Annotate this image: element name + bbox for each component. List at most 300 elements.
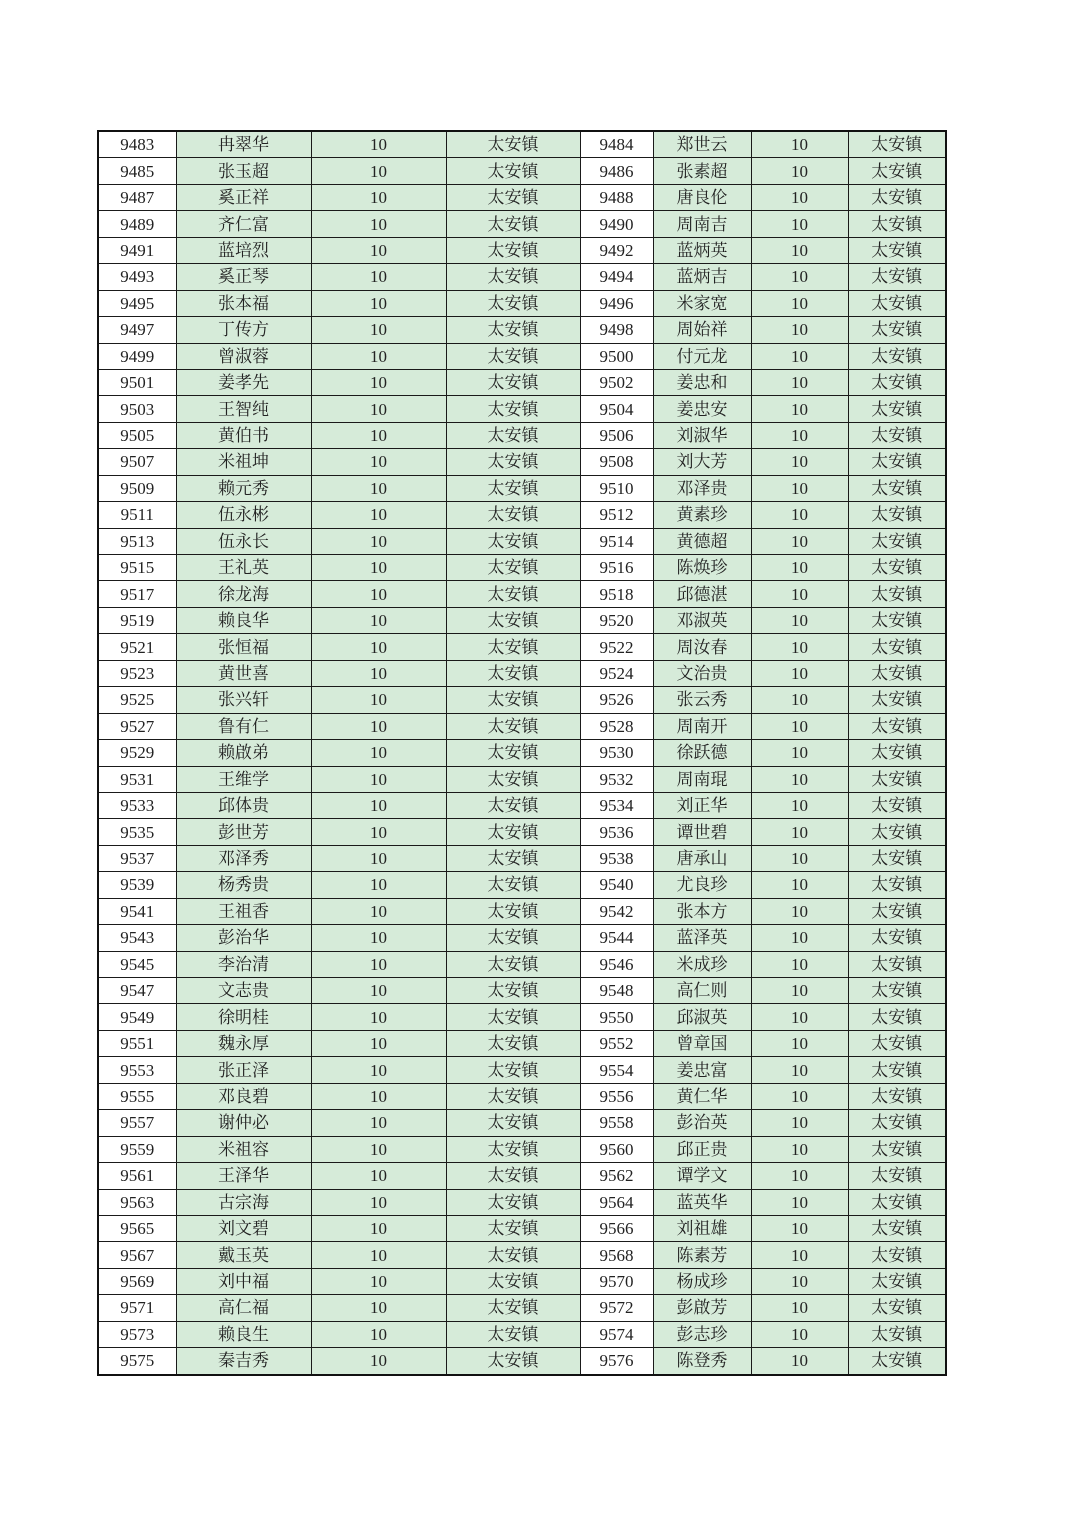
left-name-cell: 冉翠华 bbox=[176, 131, 311, 158]
left-score-cell: 10 bbox=[311, 1295, 446, 1321]
left-id-cell: 9537 bbox=[98, 845, 176, 871]
left-town-cell: 太安镇 bbox=[446, 237, 580, 263]
left-name-cell: 王礼英 bbox=[176, 555, 311, 581]
left-town-cell: 太安镇 bbox=[446, 528, 580, 554]
left-id-cell: 9523 bbox=[98, 660, 176, 686]
right-score-cell: 10 bbox=[751, 766, 848, 792]
left-name-cell: 王祖香 bbox=[176, 898, 311, 924]
table-row bbox=[98, 819, 946, 845]
left-name-cell: 魏永厚 bbox=[176, 1030, 311, 1056]
left-id-cell: 9535 bbox=[98, 819, 176, 845]
right-town-cell: 太安镇 bbox=[848, 1057, 946, 1083]
right-town-cell: 太安镇 bbox=[848, 660, 946, 686]
right-name-cell: 米家宽 bbox=[653, 290, 751, 316]
right-name-cell: 唐承山 bbox=[653, 845, 751, 871]
left-score-cell: 10 bbox=[311, 528, 446, 554]
left-name-cell: 鲁有仁 bbox=[176, 713, 311, 739]
left-id-cell: 9575 bbox=[98, 1348, 176, 1375]
right-name-cell: 徐跃德 bbox=[653, 740, 751, 766]
left-id-cell: 9489 bbox=[98, 211, 176, 237]
right-score-cell: 10 bbox=[751, 607, 848, 633]
right-score-cell: 10 bbox=[751, 237, 848, 263]
right-name-cell: 彭治英 bbox=[653, 1110, 751, 1136]
left-score-cell: 10 bbox=[311, 1242, 446, 1268]
right-town-cell: 太安镇 bbox=[848, 872, 946, 898]
table-row bbox=[98, 211, 946, 237]
left-id-cell: 9497 bbox=[98, 317, 176, 343]
left-id-cell: 9487 bbox=[98, 184, 176, 210]
table-row bbox=[98, 1268, 946, 1294]
right-id-cell: 9530 bbox=[580, 740, 653, 766]
left-score-cell: 10 bbox=[311, 422, 446, 448]
left-score-cell: 10 bbox=[311, 343, 446, 369]
right-id-cell: 9560 bbox=[580, 1136, 653, 1162]
right-name-cell: 黄德超 bbox=[653, 528, 751, 554]
left-town-cell: 太安镇 bbox=[446, 713, 580, 739]
right-name-cell: 刘正华 bbox=[653, 792, 751, 818]
left-score-cell: 10 bbox=[311, 766, 446, 792]
right-town-cell: 太安镇 bbox=[848, 687, 946, 713]
right-score-cell: 10 bbox=[751, 264, 848, 290]
right-name-cell: 陈素芳 bbox=[653, 1242, 751, 1268]
right-name-cell: 蓝英华 bbox=[653, 1189, 751, 1215]
right-id-cell: 9524 bbox=[580, 660, 653, 686]
left-name-cell: 王智纯 bbox=[176, 396, 311, 422]
right-name-cell: 张素超 bbox=[653, 158, 751, 184]
right-town-cell: 太安镇 bbox=[848, 925, 946, 951]
right-name-cell: 谭学文 bbox=[653, 1163, 751, 1189]
left-score-cell: 10 bbox=[311, 1215, 446, 1241]
left-town-cell: 太安镇 bbox=[446, 264, 580, 290]
left-name-cell: 奚正琴 bbox=[176, 264, 311, 290]
table-row bbox=[98, 740, 946, 766]
left-town-cell: 太安镇 bbox=[446, 1083, 580, 1109]
right-town-cell: 太安镇 bbox=[848, 1268, 946, 1294]
right-name-cell: 蓝炳英 bbox=[653, 237, 751, 263]
right-score-cell: 10 bbox=[751, 1215, 848, 1241]
left-town-cell: 太安镇 bbox=[446, 1268, 580, 1294]
right-town-cell: 太安镇 bbox=[848, 369, 946, 395]
right-name-cell: 陈焕珍 bbox=[653, 555, 751, 581]
right-name-cell: 彭志珍 bbox=[653, 1321, 751, 1347]
left-town-cell: 太安镇 bbox=[446, 1242, 580, 1268]
left-id-cell: 9567 bbox=[98, 1242, 176, 1268]
left-town-cell: 太安镇 bbox=[446, 290, 580, 316]
right-score-cell: 10 bbox=[751, 184, 848, 210]
left-score-cell: 10 bbox=[311, 740, 446, 766]
right-id-cell: 9534 bbox=[580, 792, 653, 818]
left-town-cell: 太安镇 bbox=[446, 1163, 580, 1189]
right-id-cell: 9490 bbox=[580, 211, 653, 237]
right-name-cell: 黄素珍 bbox=[653, 502, 751, 528]
right-town-cell: 太安镇 bbox=[848, 713, 946, 739]
left-name-cell: 张玉超 bbox=[176, 158, 311, 184]
right-town-cell: 太安镇 bbox=[848, 845, 946, 871]
right-name-cell: 姜忠富 bbox=[653, 1057, 751, 1083]
table-row bbox=[98, 978, 946, 1004]
left-id-cell: 9561 bbox=[98, 1163, 176, 1189]
left-name-cell: 奚正祥 bbox=[176, 184, 311, 210]
left-id-cell: 9521 bbox=[98, 634, 176, 660]
left-town-cell: 太安镇 bbox=[446, 502, 580, 528]
left-score-cell: 10 bbox=[311, 792, 446, 818]
right-score-cell: 10 bbox=[751, 581, 848, 607]
left-name-cell: 邓良碧 bbox=[176, 1083, 311, 1109]
right-id-cell: 9510 bbox=[580, 475, 653, 501]
left-name-cell: 米祖容 bbox=[176, 1136, 311, 1162]
right-score-cell: 10 bbox=[751, 502, 848, 528]
right-town-cell: 太安镇 bbox=[848, 343, 946, 369]
table-row bbox=[98, 1189, 946, 1215]
table-row bbox=[98, 1348, 946, 1375]
table-row bbox=[98, 131, 946, 158]
left-name-cell: 彭治华 bbox=[176, 925, 311, 951]
right-town-cell: 太安镇 bbox=[848, 607, 946, 633]
table-row bbox=[98, 1321, 946, 1347]
table-row bbox=[98, 1136, 946, 1162]
right-name-cell: 黄仁华 bbox=[653, 1083, 751, 1109]
right-id-cell: 9528 bbox=[580, 713, 653, 739]
right-name-cell: 邱正贵 bbox=[653, 1136, 751, 1162]
right-name-cell: 米成珍 bbox=[653, 951, 751, 977]
left-id-cell: 9515 bbox=[98, 555, 176, 581]
right-town-cell: 太安镇 bbox=[848, 502, 946, 528]
right-town-cell: 太安镇 bbox=[848, 264, 946, 290]
left-name-cell: 张本福 bbox=[176, 290, 311, 316]
left-score-cell: 10 bbox=[311, 158, 446, 184]
left-name-cell: 赖啟弟 bbox=[176, 740, 311, 766]
table-row bbox=[98, 713, 946, 739]
right-name-cell: 邱淑英 bbox=[653, 1004, 751, 1030]
left-score-cell: 10 bbox=[311, 1136, 446, 1162]
left-name-cell: 古宗海 bbox=[176, 1189, 311, 1215]
left-id-cell: 9499 bbox=[98, 343, 176, 369]
left-town-cell: 太安镇 bbox=[446, 343, 580, 369]
left-town-cell: 太安镇 bbox=[446, 475, 580, 501]
left-town-cell: 太安镇 bbox=[446, 925, 580, 951]
right-id-cell: 9526 bbox=[580, 687, 653, 713]
right-name-cell: 刘祖雄 bbox=[653, 1215, 751, 1241]
right-town-cell: 太安镇 bbox=[848, 317, 946, 343]
table-row bbox=[98, 555, 946, 581]
left-name-cell: 文志贵 bbox=[176, 978, 311, 1004]
left-town-cell: 太安镇 bbox=[446, 845, 580, 871]
right-name-cell: 唐良伦 bbox=[653, 184, 751, 210]
left-town-cell: 太安镇 bbox=[446, 687, 580, 713]
left-id-cell: 9559 bbox=[98, 1136, 176, 1162]
right-id-cell: 9540 bbox=[580, 872, 653, 898]
table-row bbox=[98, 237, 946, 263]
right-name-cell: 郑世云 bbox=[653, 131, 751, 158]
table-row bbox=[98, 634, 946, 660]
left-id-cell: 9511 bbox=[98, 502, 176, 528]
right-score-cell: 10 bbox=[751, 925, 848, 951]
table-row bbox=[98, 898, 946, 924]
table-row bbox=[98, 184, 946, 210]
right-id-cell: 9570 bbox=[580, 1268, 653, 1294]
right-id-cell: 9544 bbox=[580, 925, 653, 951]
left-town-cell: 太安镇 bbox=[446, 184, 580, 210]
right-name-cell: 邓淑英 bbox=[653, 607, 751, 633]
left-name-cell: 杨秀贵 bbox=[176, 872, 311, 898]
left-score-cell: 10 bbox=[311, 184, 446, 210]
right-town-cell: 太安镇 bbox=[848, 740, 946, 766]
left-score-cell: 10 bbox=[311, 872, 446, 898]
table-row bbox=[98, 528, 946, 554]
right-id-cell: 9484 bbox=[580, 131, 653, 158]
table-row bbox=[98, 264, 946, 290]
left-id-cell: 9527 bbox=[98, 713, 176, 739]
left-town-cell: 太安镇 bbox=[446, 660, 580, 686]
right-town-cell: 太安镇 bbox=[848, 1030, 946, 1056]
right-town-cell: 太安镇 bbox=[848, 819, 946, 845]
left-name-cell: 徐龙海 bbox=[176, 581, 311, 607]
right-score-cell: 10 bbox=[751, 1321, 848, 1347]
left-town-cell: 太安镇 bbox=[446, 819, 580, 845]
right-id-cell: 9488 bbox=[580, 184, 653, 210]
left-name-cell: 蓝培烈 bbox=[176, 237, 311, 263]
left-town-cell: 太安镇 bbox=[446, 1295, 580, 1321]
right-town-cell: 太安镇 bbox=[848, 184, 946, 210]
right-id-cell: 9532 bbox=[580, 766, 653, 792]
left-score-cell: 10 bbox=[311, 1030, 446, 1056]
left-name-cell: 赖元秀 bbox=[176, 475, 311, 501]
right-score-cell: 10 bbox=[751, 1083, 848, 1109]
left-name-cell: 邱体贵 bbox=[176, 792, 311, 818]
left-id-cell: 9525 bbox=[98, 687, 176, 713]
left-score-cell: 10 bbox=[311, 660, 446, 686]
left-name-cell: 张正泽 bbox=[176, 1057, 311, 1083]
left-town-cell: 太安镇 bbox=[446, 369, 580, 395]
right-name-cell: 邱德湛 bbox=[653, 581, 751, 607]
left-id-cell: 9543 bbox=[98, 925, 176, 951]
right-score-cell: 10 bbox=[751, 898, 848, 924]
left-town-cell: 太安镇 bbox=[446, 978, 580, 1004]
table-row bbox=[98, 951, 946, 977]
left-name-cell: 张恒福 bbox=[176, 634, 311, 660]
left-town-cell: 太安镇 bbox=[446, 1004, 580, 1030]
right-score-cell: 10 bbox=[751, 369, 848, 395]
left-id-cell: 9501 bbox=[98, 369, 176, 395]
left-id-cell: 9549 bbox=[98, 1004, 176, 1030]
right-id-cell: 9538 bbox=[580, 845, 653, 871]
table-row bbox=[98, 369, 946, 395]
right-score-cell: 10 bbox=[751, 740, 848, 766]
right-score-cell: 10 bbox=[751, 1295, 848, 1321]
left-name-cell: 张兴轩 bbox=[176, 687, 311, 713]
table-row bbox=[98, 845, 946, 871]
left-town-cell: 太安镇 bbox=[446, 1321, 580, 1347]
left-town-cell: 太安镇 bbox=[446, 951, 580, 977]
right-name-cell: 周南开 bbox=[653, 713, 751, 739]
left-town-cell: 太安镇 bbox=[446, 317, 580, 343]
right-id-cell: 9566 bbox=[580, 1215, 653, 1241]
left-id-cell: 9531 bbox=[98, 766, 176, 792]
left-score-cell: 10 bbox=[311, 290, 446, 316]
right-score-cell: 10 bbox=[751, 634, 848, 660]
right-id-cell: 9574 bbox=[580, 1321, 653, 1347]
table-row bbox=[98, 925, 946, 951]
left-id-cell: 9507 bbox=[98, 449, 176, 475]
table-row bbox=[98, 1110, 946, 1136]
table-row bbox=[98, 343, 946, 369]
right-id-cell: 9548 bbox=[580, 978, 653, 1004]
right-town-cell: 太安镇 bbox=[848, 237, 946, 263]
table-row bbox=[98, 1030, 946, 1056]
left-score-cell: 10 bbox=[311, 369, 446, 395]
left-id-cell: 9569 bbox=[98, 1268, 176, 1294]
left-score-cell: 10 bbox=[311, 713, 446, 739]
left-score-cell: 10 bbox=[311, 475, 446, 501]
right-score-cell: 10 bbox=[751, 792, 848, 818]
right-id-cell: 9512 bbox=[580, 502, 653, 528]
left-score-cell: 10 bbox=[311, 1163, 446, 1189]
left-name-cell: 秦吉秀 bbox=[176, 1348, 311, 1375]
left-score-cell: 10 bbox=[311, 1110, 446, 1136]
right-id-cell: 9542 bbox=[580, 898, 653, 924]
left-id-cell: 9571 bbox=[98, 1295, 176, 1321]
left-town-cell: 太安镇 bbox=[446, 740, 580, 766]
table-row bbox=[98, 1242, 946, 1268]
table-row bbox=[98, 1004, 946, 1030]
right-score-cell: 10 bbox=[751, 978, 848, 1004]
left-town-cell: 太安镇 bbox=[446, 792, 580, 818]
right-score-cell: 10 bbox=[751, 713, 848, 739]
right-name-cell: 彭啟芳 bbox=[653, 1295, 751, 1321]
left-id-cell: 9573 bbox=[98, 1321, 176, 1347]
left-id-cell: 9485 bbox=[98, 158, 176, 184]
right-name-cell: 高仁则 bbox=[653, 978, 751, 1004]
right-score-cell: 10 bbox=[751, 449, 848, 475]
right-town-cell: 太安镇 bbox=[848, 1110, 946, 1136]
left-town-cell: 太安镇 bbox=[446, 131, 580, 158]
right-town-cell: 太安镇 bbox=[848, 1321, 946, 1347]
left-id-cell: 9541 bbox=[98, 898, 176, 924]
right-score-cell: 10 bbox=[751, 422, 848, 448]
right-town-cell: 太安镇 bbox=[848, 528, 946, 554]
right-name-cell: 蓝炳吉 bbox=[653, 264, 751, 290]
left-town-cell: 太安镇 bbox=[446, 396, 580, 422]
right-town-cell: 太安镇 bbox=[848, 951, 946, 977]
table-row bbox=[98, 581, 946, 607]
left-town-cell: 太安镇 bbox=[446, 1057, 580, 1083]
left-town-cell: 太安镇 bbox=[446, 1348, 580, 1375]
left-score-cell: 10 bbox=[311, 449, 446, 475]
left-name-cell: 黄世喜 bbox=[176, 660, 311, 686]
table-row bbox=[98, 502, 946, 528]
right-score-cell: 10 bbox=[751, 1189, 848, 1215]
right-score-cell: 10 bbox=[751, 1268, 848, 1294]
right-town-cell: 太安镇 bbox=[848, 634, 946, 660]
right-score-cell: 10 bbox=[751, 317, 848, 343]
left-score-cell: 10 bbox=[311, 1348, 446, 1375]
right-score-cell: 10 bbox=[751, 1110, 848, 1136]
right-name-cell: 周南吉 bbox=[653, 211, 751, 237]
right-id-cell: 9496 bbox=[580, 290, 653, 316]
right-id-cell: 9568 bbox=[580, 1242, 653, 1268]
right-town-cell: 太安镇 bbox=[848, 1083, 946, 1109]
table-row bbox=[98, 687, 946, 713]
right-town-cell: 太安镇 bbox=[848, 898, 946, 924]
right-id-cell: 9536 bbox=[580, 819, 653, 845]
right-id-cell: 9516 bbox=[580, 555, 653, 581]
left-name-cell: 齐仁富 bbox=[176, 211, 311, 237]
left-name-cell: 邓泽秀 bbox=[176, 845, 311, 871]
right-name-cell: 张云秀 bbox=[653, 687, 751, 713]
left-score-cell: 10 bbox=[311, 1057, 446, 1083]
right-name-cell: 周南琨 bbox=[653, 766, 751, 792]
right-name-cell: 付元龙 bbox=[653, 343, 751, 369]
right-town-cell: 太安镇 bbox=[848, 422, 946, 448]
left-town-cell: 太安镇 bbox=[446, 607, 580, 633]
left-id-cell: 9551 bbox=[98, 1030, 176, 1056]
left-id-cell: 9483 bbox=[98, 131, 176, 158]
left-name-cell: 徐明桂 bbox=[176, 1004, 311, 1030]
left-name-cell: 伍永彬 bbox=[176, 502, 311, 528]
left-score-cell: 10 bbox=[311, 1004, 446, 1030]
right-name-cell: 尤良珍 bbox=[653, 872, 751, 898]
right-name-cell: 刘大芳 bbox=[653, 449, 751, 475]
left-name-cell: 曾淑蓉 bbox=[176, 343, 311, 369]
left-id-cell: 9519 bbox=[98, 607, 176, 633]
right-town-cell: 太安镇 bbox=[848, 396, 946, 422]
right-id-cell: 9558 bbox=[580, 1110, 653, 1136]
right-name-cell: 曾章国 bbox=[653, 1030, 751, 1056]
left-id-cell: 9517 bbox=[98, 581, 176, 607]
left-id-cell: 9509 bbox=[98, 475, 176, 501]
table-row bbox=[98, 607, 946, 633]
left-name-cell: 姜孝先 bbox=[176, 369, 311, 395]
right-score-cell: 10 bbox=[751, 819, 848, 845]
left-town-cell: 太安镇 bbox=[446, 898, 580, 924]
left-town-cell: 太安镇 bbox=[446, 1110, 580, 1136]
right-id-cell: 9494 bbox=[580, 264, 653, 290]
right-town-cell: 太安镇 bbox=[848, 1189, 946, 1215]
left-town-cell: 太安镇 bbox=[446, 1030, 580, 1056]
right-score-cell: 10 bbox=[751, 555, 848, 581]
table-row bbox=[98, 396, 946, 422]
right-name-cell: 杨成珍 bbox=[653, 1268, 751, 1294]
left-score-cell: 10 bbox=[311, 607, 446, 633]
right-id-cell: 9492 bbox=[580, 237, 653, 263]
table-row bbox=[98, 660, 946, 686]
right-score-cell: 10 bbox=[751, 1030, 848, 1056]
left-name-cell: 高仁福 bbox=[176, 1295, 311, 1321]
right-town-cell: 太安镇 bbox=[848, 766, 946, 792]
left-town-cell: 太安镇 bbox=[446, 1136, 580, 1162]
right-name-cell: 周汝春 bbox=[653, 634, 751, 660]
right-name-cell: 张本方 bbox=[653, 898, 751, 924]
left-id-cell: 9563 bbox=[98, 1189, 176, 1215]
right-id-cell: 9502 bbox=[580, 369, 653, 395]
right-score-cell: 10 bbox=[751, 211, 848, 237]
left-score-cell: 10 bbox=[311, 555, 446, 581]
right-town-cell: 太安镇 bbox=[848, 1215, 946, 1241]
left-id-cell: 9565 bbox=[98, 1215, 176, 1241]
left-score-cell: 10 bbox=[311, 845, 446, 871]
right-score-cell: 10 bbox=[751, 845, 848, 871]
left-town-cell: 太安镇 bbox=[446, 634, 580, 660]
left-name-cell: 赖良华 bbox=[176, 607, 311, 633]
left-name-cell: 刘文碧 bbox=[176, 1215, 311, 1241]
right-id-cell: 9518 bbox=[580, 581, 653, 607]
left-id-cell: 9545 bbox=[98, 951, 176, 977]
right-score-cell: 10 bbox=[751, 1004, 848, 1030]
left-name-cell: 伍永长 bbox=[176, 528, 311, 554]
right-id-cell: 9486 bbox=[580, 158, 653, 184]
left-id-cell: 9495 bbox=[98, 290, 176, 316]
right-id-cell: 9506 bbox=[580, 422, 653, 448]
